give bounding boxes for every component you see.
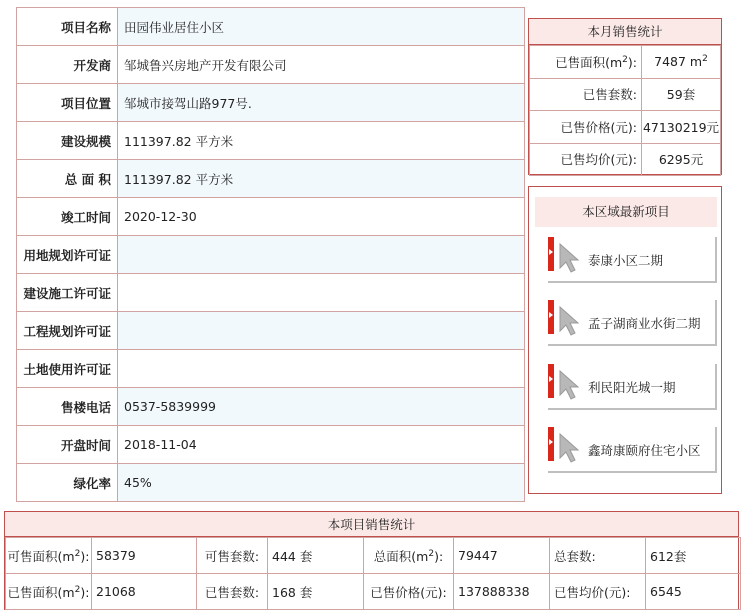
info-row xyxy=(17,236,525,274)
info-value: 111397.82 平方米 xyxy=(118,160,525,198)
monthly-value: 47130219元 xyxy=(642,111,721,144)
stat-value: 21068 xyxy=(92,574,197,610)
info-value xyxy=(118,236,525,274)
info-value: 邹城市接驾山路977号. xyxy=(118,84,525,122)
cursor-pointer-icon xyxy=(556,368,586,402)
info-row xyxy=(17,350,525,388)
info-value: 0537-5839999 xyxy=(118,388,525,426)
stat-label: 总套数: xyxy=(550,538,646,574)
stat-value: 137888338 xyxy=(454,574,550,610)
project-sales-panel xyxy=(4,511,739,610)
project-sales-table xyxy=(5,537,741,610)
monthly-row xyxy=(530,111,721,144)
monthly-label: 已售面积$(m^2)$: xyxy=(530,46,642,79)
info-label: 售楼电话 xyxy=(17,388,118,426)
monthly-row xyxy=(530,46,721,79)
info-value xyxy=(118,274,525,312)
monthly-sales-panel xyxy=(528,18,722,175)
recent-projects-panel xyxy=(528,186,722,494)
info-label: 项目位置 xyxy=(17,84,118,122)
monthly-value: 59套 xyxy=(642,78,721,111)
cursor-pointer-icon xyxy=(556,304,586,338)
info-row xyxy=(17,388,525,426)
stat-value: 444 套 xyxy=(268,538,364,574)
info-row xyxy=(17,464,525,502)
monthly-sales-table xyxy=(529,45,721,176)
project-sales-row xyxy=(6,538,741,574)
monthly-label: 已售价格(元): xyxy=(530,111,642,144)
info-value: 111397.82 平方米 xyxy=(118,122,525,160)
project-info-table xyxy=(16,7,525,502)
monthly-label: 已售均价(元): xyxy=(530,143,642,176)
stat-label: 可售面积$(m^2)$: xyxy=(6,538,92,574)
info-row xyxy=(17,312,525,350)
info-label: 开盘时间 xyxy=(17,426,118,464)
flag-icon xyxy=(548,427,554,461)
info-row xyxy=(17,8,525,46)
recent-project-link[interactable] xyxy=(548,364,717,410)
info-row xyxy=(17,84,525,122)
monthly-value: 6295元 xyxy=(642,143,721,176)
info-label: 建设规模 xyxy=(17,122,118,160)
cursor-pointer-icon xyxy=(556,241,586,275)
info-label: 竣工时间 xyxy=(17,198,118,236)
info-value: 2018-11-04 xyxy=(118,426,525,464)
stat-label: 已售均价(元): xyxy=(550,574,646,610)
info-value: 45% xyxy=(118,464,525,502)
info-value xyxy=(118,350,525,388)
info-value: 田园伟业居住小区 xyxy=(118,8,525,46)
info-label: 项目名称 xyxy=(17,8,118,46)
recent-projects-title: 本区域最新项目 xyxy=(535,197,717,227)
flag-icon xyxy=(548,300,554,334)
stat-label: 已售面积$(m^2)$: xyxy=(6,574,92,610)
info-value xyxy=(118,312,525,350)
info-label: 总 面 积 xyxy=(17,160,118,198)
stat-value: 79447 xyxy=(454,538,550,574)
flag-icon xyxy=(548,364,554,398)
flag-icon xyxy=(548,237,554,271)
monthly-row xyxy=(530,143,721,176)
recent-project-name[interactable]: 鑫琦康颐府住宅小区 xyxy=(588,443,701,458)
monthly-value: 7487 $m^2$ xyxy=(642,46,721,79)
stat-label: 已售价格(元): xyxy=(364,574,454,610)
info-label: 开发商 xyxy=(17,46,118,84)
recent-project-name[interactable]: 孟子湖商业水街二期 xyxy=(588,316,701,331)
info-label: 绿化率 xyxy=(17,464,118,502)
info-value: 邹城鲁兴房地产开发有限公司 xyxy=(118,46,525,84)
recent-project-link[interactable] xyxy=(548,237,717,283)
stat-value: 612套 xyxy=(646,538,741,574)
info-row xyxy=(17,122,525,160)
info-row xyxy=(17,46,525,84)
stat-label: 总面积$(m^2)$: xyxy=(364,538,454,574)
stat-value: 58379 xyxy=(92,538,197,574)
stat-value: 6545 xyxy=(646,574,741,610)
recent-project-link[interactable] xyxy=(548,300,717,346)
info-row xyxy=(17,274,525,312)
info-label: 工程规划许可证 xyxy=(17,312,118,350)
stat-label: 已售套数: xyxy=(197,574,268,610)
monthly-label: 已售套数: xyxy=(530,78,642,111)
monthly-row xyxy=(530,78,721,111)
info-row xyxy=(17,426,525,464)
info-label: 建设施工许可证 xyxy=(17,274,118,312)
monthly-sales-title: 本月销售统计 xyxy=(529,19,721,45)
info-value: 2020-12-30 xyxy=(118,198,525,236)
info-label: 用地规划许可证 xyxy=(17,236,118,274)
recent-project-link[interactable] xyxy=(548,427,717,473)
stat-label: 可售套数: xyxy=(197,538,268,574)
project-sales-row xyxy=(6,574,741,610)
project-sales-title: 本项目销售统计 xyxy=(5,512,738,537)
info-label: 土地使用许可证 xyxy=(17,350,118,388)
info-row xyxy=(17,160,525,198)
recent-project-name[interactable]: 利民阳光城一期 xyxy=(588,380,676,395)
stat-value: 168 套 xyxy=(268,574,364,610)
recent-project-name[interactable]: 泰康小区二期 xyxy=(588,253,664,268)
info-row xyxy=(17,198,525,236)
cursor-pointer-icon xyxy=(556,431,586,465)
